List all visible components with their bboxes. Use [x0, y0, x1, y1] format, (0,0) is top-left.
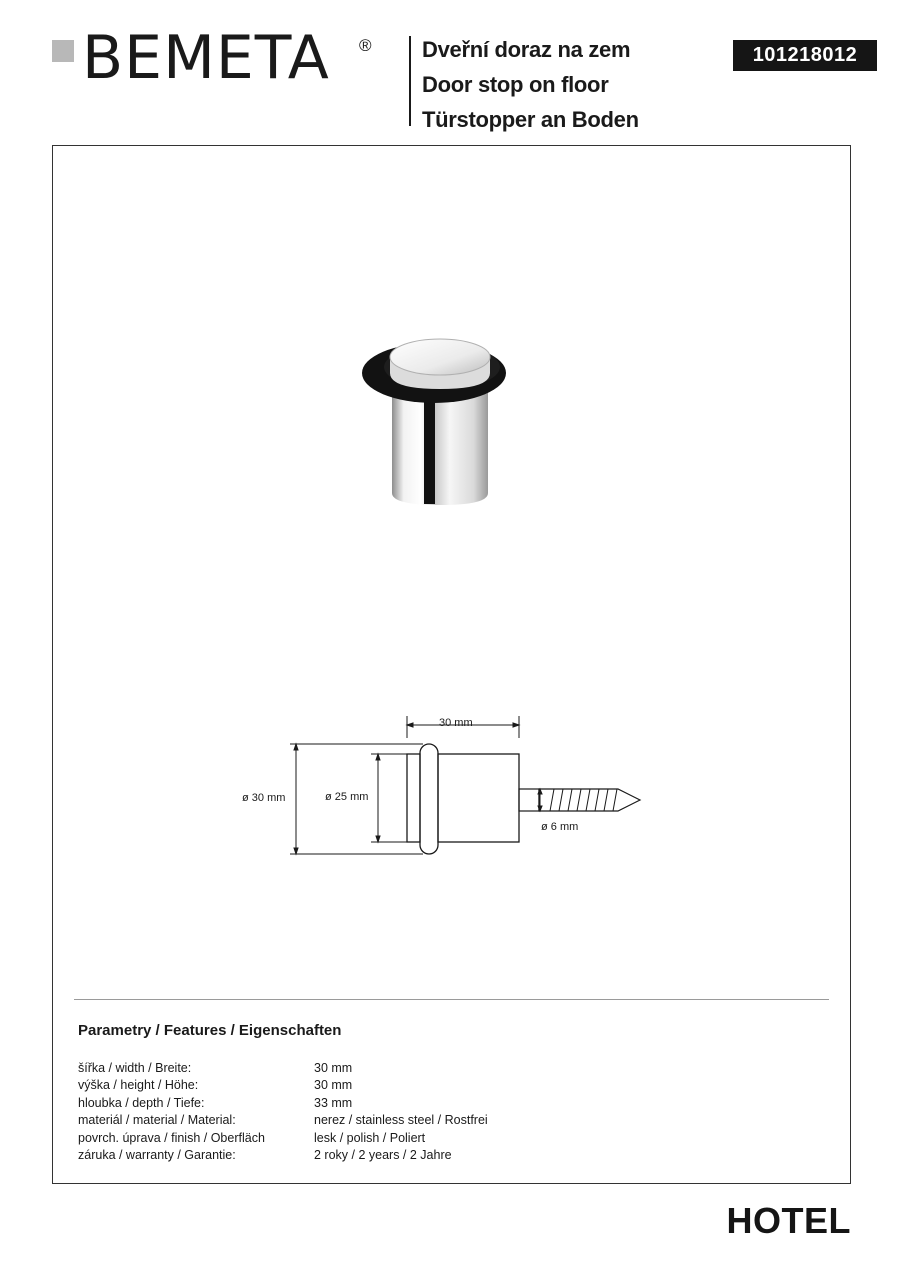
feature-row-depth — [78, 1094, 488, 1112]
title-czech: Dveřní doraz na zem — [422, 37, 631, 62]
hotel-tag: HOTEL — [726, 1200, 851, 1241]
feature-row-finish — [78, 1129, 488, 1147]
feature-value: nerez / stainless steel / Rostfrei — [314, 1113, 488, 1128]
feature-label: materiál / material / Material: — [78, 1113, 236, 1128]
registered-mark: ® — [359, 36, 372, 55]
feature-label: hloubka / depth / Tiefe: — [78, 1095, 205, 1110]
feature-label: záruka / warranty / Garantie: — [78, 1148, 236, 1163]
product-photo — [360, 315, 508, 511]
product-code-badge: 101218012 — [733, 40, 877, 71]
width-dimension-label: 30 mm — [439, 717, 473, 729]
logo-square-mark — [52, 40, 74, 62]
title-german: Türstopper an Boden — [422, 107, 639, 132]
feature-value: 2 roky / 2 years / 2 Jahre — [314, 1148, 452, 1163]
bemeta-logo — [52, 23, 382, 96]
feature-row-warranty — [78, 1147, 488, 1165]
screw-diameter-label: ø 6 mm — [541, 821, 579, 833]
outer-diameter-label: ø 30 mm — [242, 792, 286, 804]
features-heading: Parametry / Features / Eigenschaften — [78, 1022, 342, 1039]
feature-value: 33 mm — [314, 1095, 353, 1110]
feature-value: lesk / polish / Poliert — [314, 1130, 426, 1145]
feature-label: výška / height / Höhe: — [78, 1078, 199, 1093]
technical-drawing — [230, 712, 650, 862]
inner-diameter-label: ø 25 mm — [325, 791, 369, 803]
feature-label: povrch. úprava / finish / Oberfläch — [78, 1130, 265, 1145]
feature-row-material — [78, 1112, 488, 1130]
title-divider — [409, 36, 411, 126]
product-titles — [422, 32, 639, 137]
brand-name: BEMETA — [82, 23, 330, 93]
feature-label: šířka / width / Breite: — [78, 1060, 192, 1075]
feature-value: 30 mm — [314, 1060, 353, 1075]
title-english: Door stop on floor — [422, 72, 609, 97]
feature-value: 30 mm — [314, 1078, 353, 1093]
feature-row-height — [78, 1077, 488, 1095]
section-separator — [74, 999, 829, 1000]
feature-row-width — [78, 1059, 488, 1077]
features-table — [78, 1059, 488, 1164]
